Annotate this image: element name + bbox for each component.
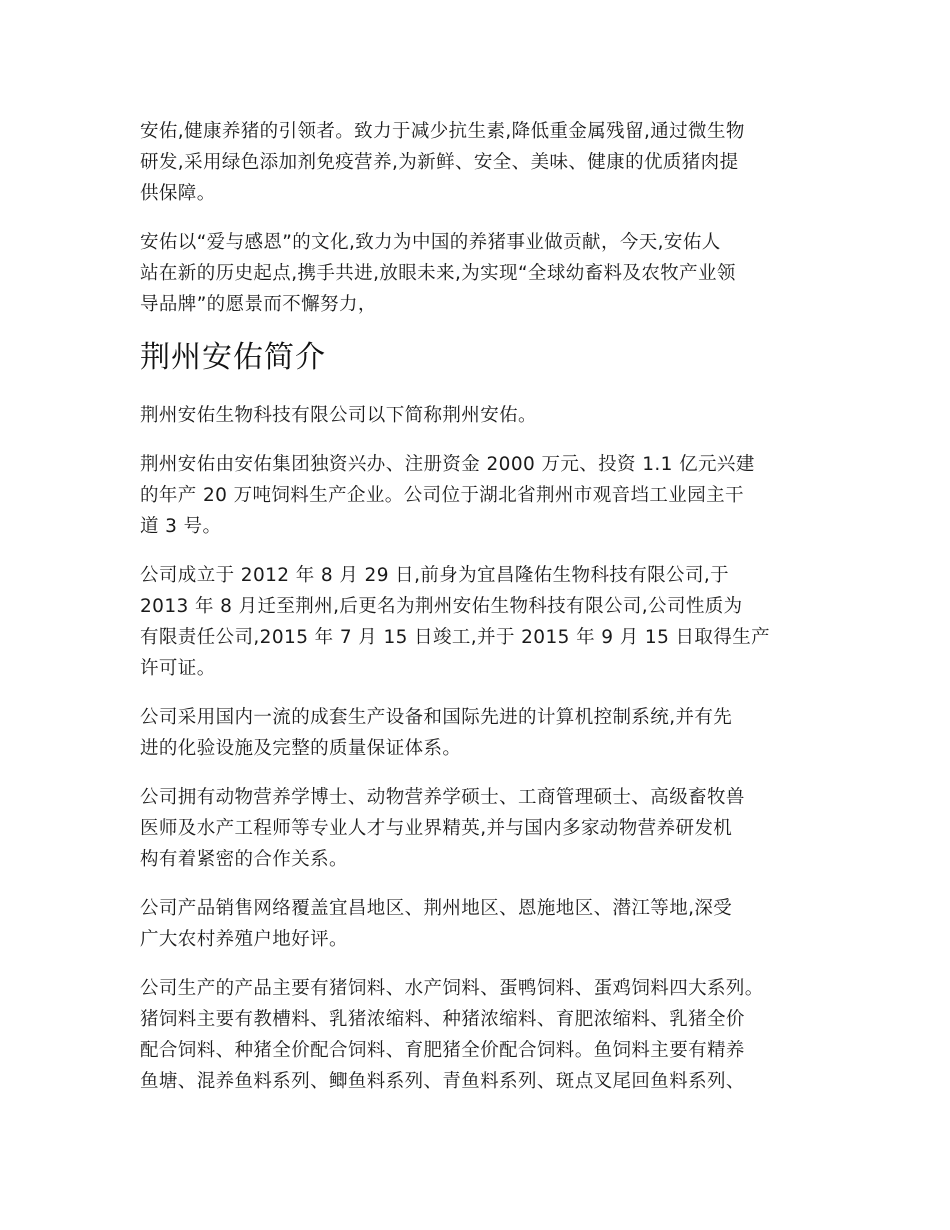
text-line: 广大农村养殖户地好评。 bbox=[140, 929, 348, 950]
intro-paragraph bbox=[140, 116, 830, 209]
intro-paragraph bbox=[140, 227, 830, 320]
text-line: 有限责任公司,2015 年 7 月 15 日竣工,并于 2015 年 9 月 15 日取得生产 bbox=[140, 627, 771, 648]
section-paragraph bbox=[140, 400, 830, 431]
document-body bbox=[140, 116, 830, 1115]
text-line: 医师及水产工程师等专业人才与业界精英,并与国内多家动物营养研发机 bbox=[140, 818, 733, 839]
text-line: 2013 年 8 月迁至荆州,后更名为荆州安佑生物科技有限公司,公司性质为 bbox=[140, 596, 743, 617]
text-line: 公司拥有动物营养学博士、动物营养学硕士、工商管理硕士、高级畜牧兽 bbox=[140, 787, 745, 808]
text-line: 许可证。 bbox=[140, 658, 216, 679]
section-paragraph bbox=[140, 893, 830, 955]
text-line: 导品牌”的愿景而不懈努力， bbox=[140, 294, 377, 315]
text-line: 的年产 20 万吨饲料生产企业。公司位于湖北省荆州市观音垱工业园主干 bbox=[140, 485, 744, 506]
text-line: 构有着紧密的合作关系。 bbox=[140, 849, 348, 870]
text-line: 公司成立于 2012 年 8 月 29 日,前身为宜昌隆佑生物科技有限公司,于 bbox=[140, 565, 730, 586]
text-line: 荆州安佑生物科技有限公司以下简称荆州安佑。 bbox=[140, 405, 537, 426]
text-line: 研发,采用绿色添加剂免疫营养,为新鲜、安全、美味、健康的优质猪肉提 bbox=[140, 152, 739, 173]
text-line: 猪饲料主要有教槽料、乳猪浓缩料、种猪浓缩料、育肥浓缩料、乳猪全价 bbox=[140, 1009, 745, 1030]
text-line: 道 3 号。 bbox=[140, 516, 222, 537]
text-line: 鱼塘、混养鱼料系列、鲫鱼料系列、青鱼料系列、斑点叉尾回鱼料系列、 bbox=[140, 1071, 745, 1092]
text-line: 公司产品销售网络覆盖宜昌地区、荆州地区、恩施地区、潜江等地,深受 bbox=[140, 898, 733, 919]
text-line: 公司生产的产品主要有猪饲料、水产饲料、蛋鸭饲料、蛋鸡饲料四大系列。 bbox=[140, 978, 764, 999]
text-line: 荆州安佑由安佑集团独资兴办、注册资金 2000 万元、投资 1.1 亿元兴建 bbox=[140, 454, 755, 475]
section-paragraph bbox=[140, 560, 830, 684]
section-paragraph bbox=[140, 702, 830, 764]
text-line: 供保障。 bbox=[140, 183, 216, 204]
text-line: 配合饲料、种猪全价配合饲料、育肥猪全价配合饲料。鱼饲料主要有精养 bbox=[140, 1040, 745, 1061]
text-line: 公司采用国内一流的成套生产设备和国际先进的计算机控制系统,并有先 bbox=[140, 707, 733, 728]
section-heading: 荆州安佑简介 bbox=[140, 340, 326, 375]
section-paragraph bbox=[140, 449, 830, 542]
text-line: 站在新的历史起点,携手共进,放眼未来,为实现“全球幼畜料及农牧产业领 bbox=[140, 263, 736, 284]
section-paragraph bbox=[140, 973, 830, 1097]
text-line: 进的化验设施及完整的质量保证体系。 bbox=[140, 738, 462, 759]
section-paragraph bbox=[140, 782, 830, 875]
text-line: 安佑,健康养猪的引领者。致力于减少抗生素,降低重金属残留,通过微生物 bbox=[140, 121, 745, 142]
text-line: 安佑以“爱与感恩”的文化,致力为中国的养猪事业做贡献，今天,安佑人 bbox=[140, 232, 721, 253]
